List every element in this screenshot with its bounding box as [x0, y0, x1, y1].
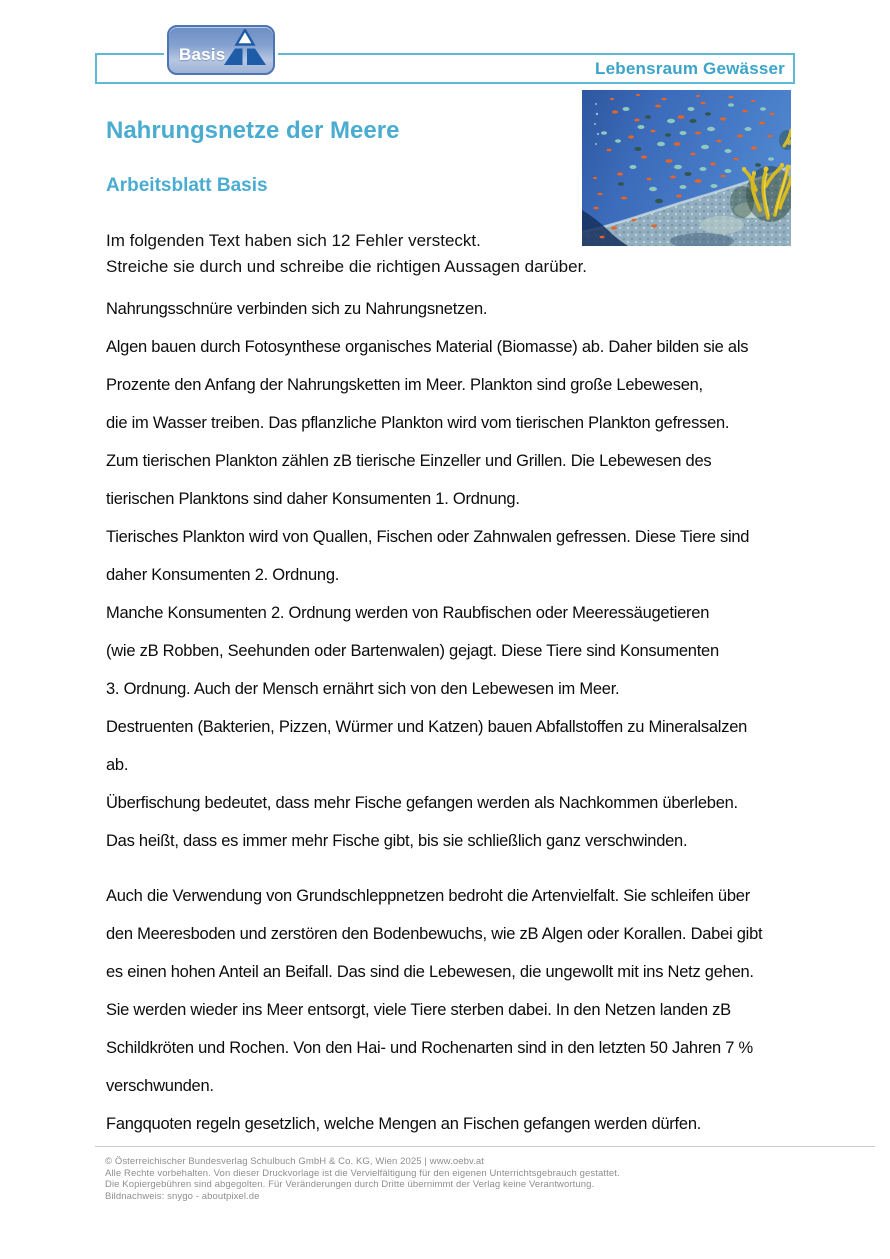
pyramid-icon — [222, 29, 268, 69]
text-line: Fangquoten regeln gesetzlich, welche Mengen an Fischen gefangen werden dürfen. — [106, 1115, 702, 1133]
footer-line: © Österreichischer Bundesverlag Schulbuch GmbH & Co. KG, Wien 2025 | www.oebv.at — [105, 1156, 484, 1167]
text-line: die im Wasser treiben. Das pflanzliche Plankton wird vom tierischen Plankton gefressen. — [106, 414, 730, 432]
text-line: verschwunden. — [106, 1077, 214, 1095]
text-line: Nahrungsschnüre verbinden sich zu Nahrungsnetzen. — [106, 300, 488, 318]
footer-line: Alle Rechte vorbehalten. Von dieser Druckvorlage ist die Vervielfältigung für den eigenen Unterrichtsgebrauch gestattet. — [105, 1167, 620, 1179]
text-line: Manche Konsumenten 2. Ordnung werden von Raubfischen oder Meeressäugetieren — [106, 604, 710, 622]
text-line: es einen hohen Anteil an Beifall. Das sind die Lebewesen, die ungewollt mit ins Netz gehen. — [106, 963, 754, 981]
instructions — [106, 228, 587, 280]
text-line: (wie zB Robben, Seehunden oder Bartenwalen) gejagt. Diese Tiere sind Konsumenten — [106, 642, 719, 660]
footer-line: Bildnachweis: snygo - aboutpixel.de — [105, 1190, 260, 1202]
paragraph — [106, 877, 762, 1143]
paragraph — [106, 290, 762, 860]
text-line: daher Konsumenten 2. Ordnung. — [106, 566, 340, 584]
banner-title: Lebensraum Gewässer — [595, 59, 785, 78]
footer — [105, 1156, 620, 1202]
instruction-line: Im folgenden Text haben sich 12 Fehler versteckt. — [106, 231, 481, 250]
text-line: Auch die Verwendung von Grundschleppnetzen bedroht die Artenvielfalt. Sie schleifen über — [106, 887, 750, 905]
text-line: Destruenten (Bakterien, Pizzen, Würmer und Katzen) bauen Abfallstoffen zu Mineralsalzen — [106, 718, 748, 736]
text-line: Überfischung bedeutet, dass mehr Fische gefangen werden als Nachkommen überleben. — [106, 794, 738, 812]
text-line: ab. — [106, 756, 129, 774]
page-title: Nahrungsnetze der Meere — [106, 117, 400, 144]
text-line: Tierisches Plankton wird von Quallen, Fischen oder Zahnwalen gefressen. Diese Tiere sind — [106, 528, 750, 546]
coral-reef-image — [582, 90, 791, 246]
worksheet-subtitle: Arbeitsblatt Basis — [106, 175, 268, 196]
instruction-line: Streiche sie durch und schreibe die richtigen Aussagen darüber. — [106, 257, 588, 276]
text-line: Algen bauen durch Fotosynthese organisches Material (Biomasse) ab. Daher bilden sie als — [106, 338, 749, 356]
basis-logo — [167, 25, 275, 75]
text-line: Prozente den Anfang der Nahrungsketten im Meer. Plankton sind große Lebewesen, — [106, 376, 703, 394]
text-line: Das heißt, dass es immer mehr Fische gibt, bis sie schließlich ganz verschwinden. — [106, 832, 688, 850]
text-line: den Meeresboden und zerstören den Bodenbewuchs, wie zB Algen oder Korallen. Dabei gibt — [106, 925, 763, 943]
text-line: Schildkröten und Rochen. Von den Hai- und Rochenarten sind in den letzten 50 Jahren 7 % — [106, 1039, 753, 1057]
text-line: 3. Ordnung. Auch der Mensch ernährt sich von den Lebewesen im Meer. — [106, 680, 620, 698]
footer-line: Die Kopiergebühren sind abgegolten. Für Veränderungen durch Dritte übernimmt der Verlag keine Verantwortung. — [105, 1179, 595, 1190]
basis-logo-label: Basis — [179, 45, 226, 64]
footer-divider — [95, 1146, 875, 1147]
text-line: tierischen Planktons sind daher Konsumenten 1. Ordnung. — [106, 490, 520, 508]
worksheet-text — [106, 290, 762, 1143]
text-line: Sie werden wieder ins Meer entsorgt, viele Tiere sterben dabei. In den Netzen landen zB — [106, 1001, 731, 1019]
text-line: Zum tierischen Plankton zählen zB tierische Einzeller und Grillen. Die Lebewesen des — [106, 452, 712, 470]
